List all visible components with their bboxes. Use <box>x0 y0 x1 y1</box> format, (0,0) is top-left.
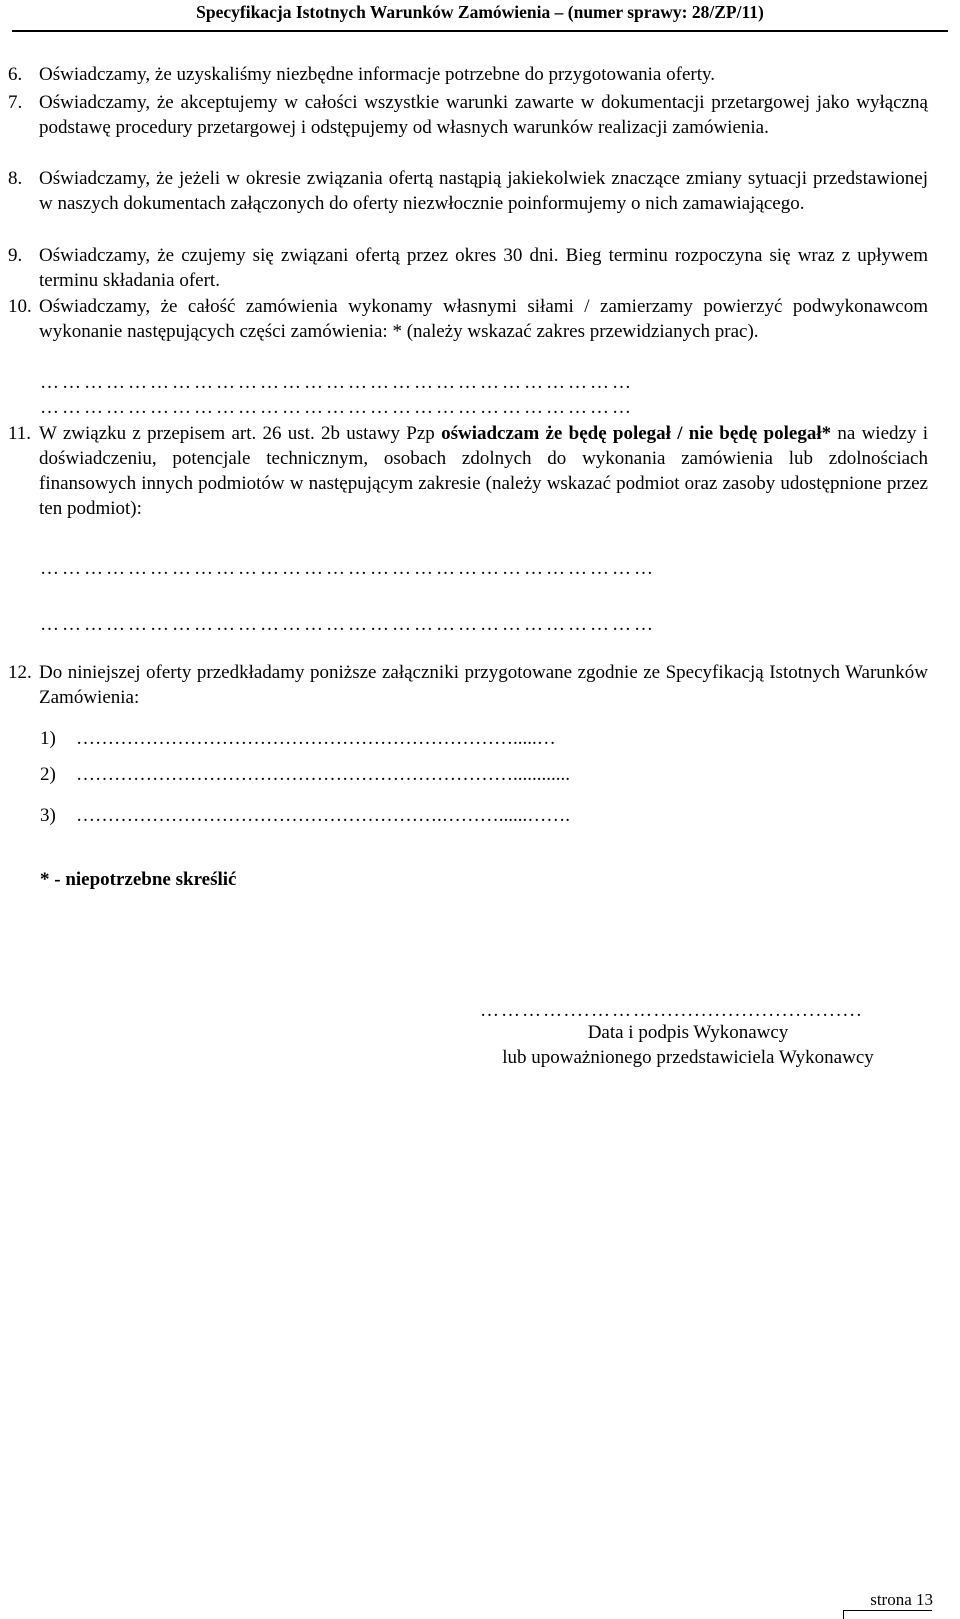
list-item-8 <box>8 166 928 216</box>
item-number: 6. <box>8 64 23 85</box>
attachment-label: 1) <box>40 728 56 749</box>
list-item-10 <box>8 294 928 344</box>
signature-caption-1: Data i podpis Wykonawcy <box>587 1022 789 1043</box>
fill-line: ……………………………………………………………………… <box>40 372 634 393</box>
item-text: Oświadczamy, że jeżeli w okresie związania ofertą nastąpią jakiekolwiek znaczące zmiany sytuacji przedstawionej w naszych dokumentach załączonych do oferty niezwłocznie poinformujemy o nich zamawiającego. <box>39 168 928 214</box>
fill-line: ………………………………………………………………………… <box>40 614 656 635</box>
list-item-9 <box>8 243 928 293</box>
list-item-11 <box>8 421 928 521</box>
page-number: strona 13 <box>870 1590 933 1609</box>
attachment-fill: ………………………………………………….………......……. <box>76 805 570 826</box>
item-number: 9. <box>8 245 23 266</box>
list-item-7 <box>8 90 928 140</box>
signature-caption-2: lub upoważnionego przedstawiciela Wykonawcy <box>502 1047 874 1068</box>
fill-line: ………………………………………………………………………… <box>40 558 656 579</box>
attachment-line-1 <box>40 727 556 751</box>
item-number: 12. <box>8 662 32 683</box>
header-divider <box>12 30 948 32</box>
attachment-line-2 <box>40 763 570 787</box>
item-number: 8. <box>8 168 23 189</box>
signature-fill-line: …………....………............................... <box>480 1000 864 1021</box>
attachment-line-3 <box>40 804 570 828</box>
list-item-6 <box>8 62 928 87</box>
item-text: Oświadczamy, że czujemy się związani ofertą przez okres 30 dni. Bieg terminu rozpoczyna się wraz z upływem terminu składania ofert. <box>39 245 928 291</box>
footnote: * - niepotrzebne skreślić <box>40 869 237 890</box>
item-text: Oświadczamy, że akceptujemy w całości wszystkie warunki zawarte w dokumentacji przetargowej jako wyłączną podstawę procedury przetargowej i odstępujemy od własnych warunków realizacji zamówienia. <box>39 92 928 138</box>
attachment-fill: …………………………………………………………….....… <box>76 728 556 749</box>
attachment-label: 3) <box>40 805 56 826</box>
item-text: Oświadczamy, że całość zamówienia wykonamy własnymi siłami / zamierzamy powierzyć podwykonawcom wykonanie następujących części zamówienia: * (należy wskazać zakres przewidzianych prac). <box>39 296 928 342</box>
fill-line: ……………………………………………………………………… <box>40 397 634 418</box>
document-header: Specyfikacja Istotnych Warunków Zamówienia – (numer sprawy: 28/ZP/11) <box>196 2 764 22</box>
item-number: 11. <box>8 423 32 444</box>
item-number: 10. <box>8 296 32 317</box>
item-text: W związku z przepisem art. 26 ust. 2b ustawy Pzp oświadczam że będę polegał / nie będę polegał* na wiedzy i doświadczeniu, potencjale technicznym, osobach zdolnych do wykonania zamówienia lub zdolnościach finansowych innych podmiotów w następującym zakresie (należy wskazać podmiot oraz zasoby udostępnione przez ten podmiot): <box>39 423 928 519</box>
attachment-label: 2) <box>40 764 56 785</box>
item-number: 7. <box>8 92 23 113</box>
page-number-box <box>843 1610 932 1619</box>
item-text: Oświadczamy, że uzyskaliśmy niezbędne informacje potrzebne do przygotowania oferty. <box>39 64 715 85</box>
attachment-fill: ……………………………………………………………............ <box>76 764 570 785</box>
item-text: Do niniejszej oferty przedkładamy poniższe załączniki przygotowane zgodnie ze Specyfikacją Istotnych Warunków Zamówienia: <box>39 662 928 708</box>
declaration-bold: oświadczam że będę polegał / nie będę polegał* <box>441 423 832 444</box>
list-item-12 <box>8 660 928 710</box>
